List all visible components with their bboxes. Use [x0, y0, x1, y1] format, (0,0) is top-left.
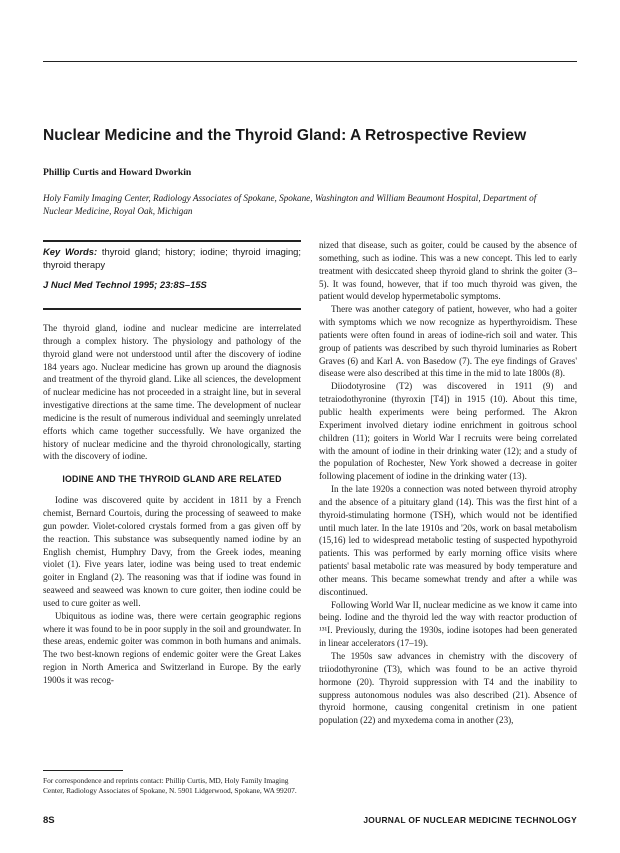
section-heading: IODINE AND THE THYROID GLAND ARE RELATED	[62, 474, 282, 485]
keywords-text: thyroid gland; history; iodine; thyroid imaging; thyroid therapy	[43, 246, 302, 270]
keywords-bottom-rule	[43, 308, 301, 310]
keywords-top-rule	[43, 240, 301, 242]
top-rule	[43, 61, 577, 62]
body-paragraph: Following World War II, nuclear medicine as we know it came into being. Iodine and the thyroid led the way with reactor production of ¹³¹I. Previously, during the 1930s, iodine isotopes had been generated in linear accelerators (17–19).	[319, 599, 577, 649]
authors: Phillip Curtis and Howard Dworkin	[43, 167, 192, 178]
correspondence-footnote: For correspondence and reprints contact: Phillip Curtis, MD, Holy Family Imaging Center, Radiology Associates of Spokane, N. 5901 Lidgerwood, Spokane, WA 99207.	[43, 776, 297, 795]
intro-paragraph: The thyroid gland, iodine and nuclear medicine are interrelated through a complex history. The physiology and pathology of the thyroid gland were not understood until after the discovery of iodine 184 years ago. Nuclear medicine has grown up around the diagnosis and treatment of the thyroid gland. Like all sciences, the development of nuclear medicine has not proceeded in a straight line, but in several investigative directions at the same time. The development of nuclear medicine is the result of numerous individual and seemingly unrelated efforts which came together successfully. We have organized the history of nuclear medicine and the thyroid chronologically, starting with the discovery of iodine.	[43, 323, 301, 462]
journal-citation: J Nucl Med Technol 1995; 23:8S–15S	[43, 279, 207, 290]
left-column	[43, 246, 301, 292]
body-paragraph: Iodine was discovered quite by accident in 1811 by a French chemist, Bernard Courtois, during the processing of seaweed to make gun powder. Violet-colored crystals formed from a gas given off by the reaction. This substance was subsequently named iodine by an English chemist, Humphry Davy, from the Greek iodes, meaning violet (1). Five years later, iodine was being used to treat endemic goiter in England (2). The reasoning was that if iodine was found in seaweed and seaweed was known to cure goiter, then iodine could be used to cure goiter as well.	[43, 495, 301, 608]
affiliation: Holy Family Imaging Center, Radiology Associates of Spokane, Spokane, Washington and William Beaumont Hospital, Department of Nuclear Medicine, Royal Oak, Michigan	[43, 193, 537, 216]
body-paragraph: nized that disease, such as goiter, could be caused by the absence of something, such as iodine. This was a new concept. This led to early treatment with desiccated sheep thyroid gland to shrink the goiter (3–5). It was found, however, that if too much thyroid was given, the patient would develop hypermetabolic symptoms.	[319, 240, 577, 302]
keywords	[43, 246, 301, 271]
article-title: Nuclear Medicine and the Thyroid Gland: A Retrospective Review	[43, 127, 527, 144]
body-paragraph: Ubiquitous as iodine was, there were certain geographic regions where it was found to be in poor supply in the soil and groundwater. In these areas, endemic goiter was common in both humans and animals. The two best-known regions of endemic goiter were the Great Lakes region in North America and Switzerland in Europe. By the early 1900s it was recog-	[43, 610, 301, 685]
body-paragraph: In the late 1920s a connection was noted between thyroid atrophy and the absence of a pituitary gland (14). This was the first hint of a thyroid-stimulating hormone (TSH), which would not be identified until much later. In the late 1910s and '20s, work on basal metabolism (15,16) led to widespread metabolic testing of suspected hypothyroid patients. This was performed by early morning office visits where patients' basal metabolic rate was measured by body temperature and other means. This became somewhat trendy and after a while was discontinued.	[319, 484, 577, 597]
footnote-rule	[43, 770, 123, 771]
journal-name: JOURNAL OF NUCLEAR MEDICINE TECHNOLOGY	[363, 815, 577, 825]
body-paragraph: There was another category of patient, however, who had a goiter with symptoms which we now recognize as hyperthyroidism. These patients were often found in areas of iodine-rich soil and water. This group of patients was described by such thyroid luminaries as Robert Graves (6) and Karl A. von Basedow (7). The eye findings of Graves' disease were also described at this time in the mid to late 1800s (8).	[319, 304, 577, 379]
right-column	[319, 239, 577, 727]
left-body	[43, 322, 301, 687]
body-paragraph: Diiodotyrosine (T2) was discovered in 1911 (9) and tetraiodothyronine (thyroxin [T4]) in 1915 (10). About this time, public health experiments were being performed. The Akron Experiment involved dietary iodine enrichment in goitrous school children (11); goiters in World War I recruits were being correlated with the amount of iodine in their drinking water (12); and a study of the population of Rochester, New York showed a decrease in goiter following placement of iodine in the drinking water (13).	[319, 381, 577, 482]
page-number: 8S	[43, 815, 55, 826]
body-paragraph: The 1950s saw advances in chemistry with the discovery of triiodothyronine (T3), which was found to be an active thyroid hormone (20). Thyroid suppression with T4 and the inability to suppress autonomous nodules was also described (21). Absence of thyroid hormone, causing congenital cretinism in one patient population (22) and myxedema coma in another (23),	[319, 651, 577, 726]
keywords-label: Key Words:	[43, 246, 98, 257]
